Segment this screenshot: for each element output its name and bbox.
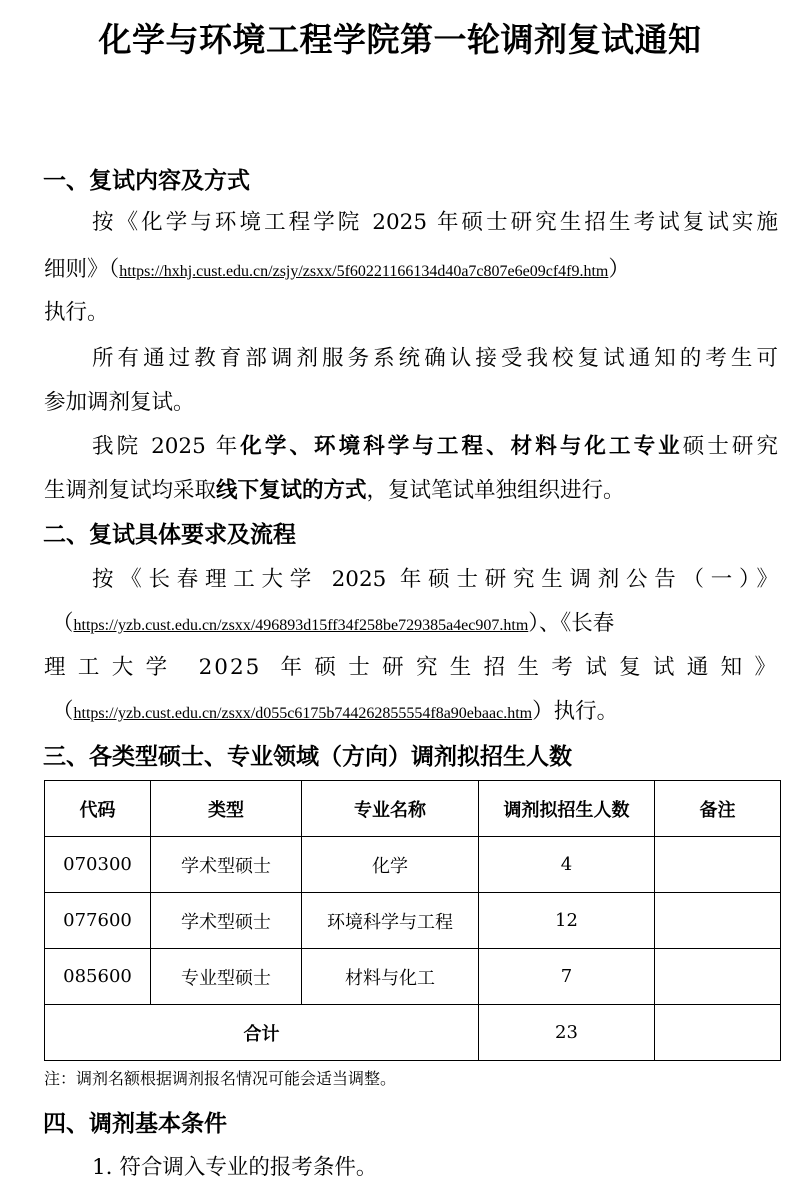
cell-type: 学术型硕士: [151, 893, 302, 949]
section2-line4-post: ）执行。: [532, 699, 619, 724]
section1-p3-line2-pre: 生调剂复试均采取: [44, 478, 217, 503]
section1-p3-line1: [92, 429, 778, 460]
cell-note: [655, 949, 781, 1005]
quota-table: [44, 780, 781, 1061]
section1-p1-line2-pre: 细则》（: [44, 257, 120, 282]
section2-line1: 按《长春理工大学 2025 年硕士研究生调剂公告（一）》: [92, 567, 778, 592]
cell-count: 12: [479, 893, 655, 949]
page-title: 化学与环境工程学院第一轮调剂复试通知: [98, 20, 702, 59]
section2-line4-pre: （: [52, 699, 74, 724]
retest-notice-link[interactable]: https://yzb.cust.edu.cn/zsxx/d055c6175b744262855554f8a90ebaac.htm: [73, 705, 533, 722]
section1-p3-line2: [44, 473, 625, 504]
section1-p3-majors: 化学、环境科学与工程、材料与化工专业: [240, 434, 683, 459]
cell-code: 077600: [45, 893, 151, 949]
cell-major: 环境科学与工程: [302, 893, 479, 949]
section4-item1: 1. 符合调入专业的报考条件。: [92, 1155, 378, 1180]
header-type: 类型: [151, 781, 302, 837]
section1-p3-post: 硕士研究: [682, 434, 778, 459]
section1-p1-line3: 执行。: [44, 300, 109, 325]
cell-type: 学术型硕士: [151, 837, 302, 893]
cell-major: 化学: [302, 837, 479, 893]
total-label: 合计: [45, 1005, 479, 1061]
cell-count: 7: [479, 949, 655, 1005]
section2-line3: 理工大学 2025 年硕士研究生招生考试复试通知》: [44, 655, 778, 680]
adjustment-notice-link[interactable]: https://yzb.cust.edu.cn/zsxx/496893d15ff34f258be729385a4ec907.htm: [73, 617, 529, 634]
section2-heading: 二、复试具体要求及流程: [43, 522, 296, 548]
section1-p3-pre: 我院 2025 年: [92, 434, 241, 459]
cell-count: 4: [479, 837, 655, 893]
section1-rules-link[interactable]: https://hxhj.cust.edu.cn/zsjy/zsxx/5f60221166134d40a7c807e6e09cf4f9.htm: [119, 263, 609, 280]
total-note: [655, 1005, 781, 1061]
section1-p1-line1: 按《化学与环境工程学院 2025 年硕士研究生招生考试复试实施: [92, 210, 778, 235]
total-value: 23: [479, 1005, 655, 1061]
section1-p2-line2: 参加调剂复试。: [44, 390, 195, 415]
header-code: 代码: [45, 781, 151, 837]
table-footnote: 注：调剂名额根据调剂报名情况可能会适当调整。: [44, 1069, 397, 1088]
header-major: 专业名称: [302, 781, 479, 837]
section2-line2: [52, 606, 614, 637]
section1-heading: 一、复试内容及方式: [43, 168, 250, 194]
cell-code: 085600: [45, 949, 151, 1005]
section3-heading: 三、各类型硕士、专业领域（方向）调剂拟招生人数: [43, 744, 572, 770]
cell-major: 材料与化工: [302, 949, 479, 1005]
section2-line4: [52, 694, 618, 725]
cell-code: 070300: [45, 837, 151, 893]
table-header-row: [45, 781, 781, 837]
section1-p3-offline: 线下复试的方式: [216, 478, 367, 503]
section1-p3-line2-post: ，复试笔试单独组织进行。: [366, 478, 625, 503]
cell-type: 专业型硕士: [151, 949, 302, 1005]
section1-p1-line2-post: ）: [608, 257, 630, 282]
section1-p1-line2: [44, 252, 630, 283]
table-row: [45, 837, 781, 893]
section1-p2-line1: 所有通过教育部调剂服务系统确认接受我校复试通知的考生可: [92, 346, 778, 371]
table-total-row: [45, 1005, 781, 1061]
table-row: [45, 949, 781, 1005]
header-note: 备注: [655, 781, 781, 837]
cell-note: [655, 837, 781, 893]
section2-line2-post: ）、《长春: [528, 611, 615, 636]
header-count: 调剂拟招生人数: [479, 781, 655, 837]
section2-line2-pre: （: [52, 611, 74, 636]
table-row: [45, 893, 781, 949]
cell-note: [655, 893, 781, 949]
section4-heading: 四、调剂基本条件: [43, 1111, 227, 1137]
